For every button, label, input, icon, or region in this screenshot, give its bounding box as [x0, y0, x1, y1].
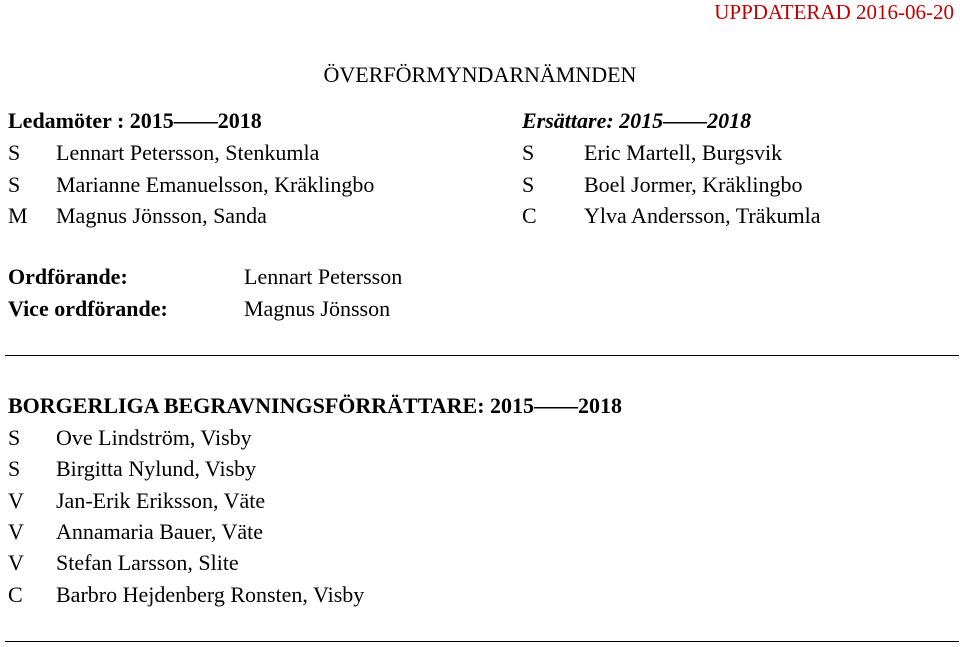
officiant-name: Barbro Hejdenberg Ronsten, Visby	[56, 582, 365, 607]
party-code: V	[8, 519, 24, 544]
party-code: C	[522, 203, 537, 228]
party-code: V	[8, 550, 24, 575]
party-code: V	[8, 488, 24, 513]
substitutes-heading: Ersättare: 2015——2018	[522, 108, 752, 133]
member-name: Marianne Emanuelsson, Kräklingbo	[56, 172, 375, 197]
vice-chair-name: Magnus Jönsson	[244, 296, 391, 321]
member-name: Lennart Petersson, Stenkumla	[56, 140, 320, 165]
officiant-name: Ove Lindström, Visby	[56, 425, 252, 450]
party-code: S	[8, 425, 21, 450]
members-heading: Ledamöter : 2015——2018	[8, 108, 262, 133]
officiant-name: Annamaria Bauer, Väte	[56, 519, 264, 544]
officiant-name: Jan-Erik Eriksson, Väte	[56, 488, 266, 513]
bottom-divider	[5, 641, 959, 642]
party-code: S	[8, 456, 21, 481]
chair-name: Lennart Petersson	[244, 264, 403, 289]
updated-date: UPPDATERAD 2016-06-20	[714, 0, 954, 24]
substitute-name: Ylva Andersson, Träkumla	[584, 203, 821, 228]
page-title: ÖVERFÖRMYNDARNÄMNDEN	[323, 62, 637, 87]
party-code: S	[8, 140, 21, 165]
party-code: C	[8, 582, 23, 607]
burial-heading: BORGERLIGA BEGRAVNINGSFÖRRÄTTARE: 2015——2018	[8, 393, 623, 418]
chair-label: Ordförande:	[8, 264, 128, 289]
substitute-name: Eric Martell, Burgsvik	[584, 140, 783, 165]
party-code: S	[522, 172, 535, 197]
party-code: S	[522, 140, 535, 165]
officiant-name: Stefan Larsson, Slite	[56, 550, 239, 575]
vice-chair-label: Vice ordförande:	[8, 296, 168, 321]
member-name: Magnus Jönsson, Sanda	[56, 203, 267, 228]
party-code: M	[8, 203, 28, 228]
officiant-name: Birgitta Nylund, Visby	[56, 456, 257, 481]
party-code: S	[8, 172, 21, 197]
section-divider	[5, 355, 959, 356]
substitute-name: Boel Jormer, Kräklingbo	[584, 172, 803, 197]
